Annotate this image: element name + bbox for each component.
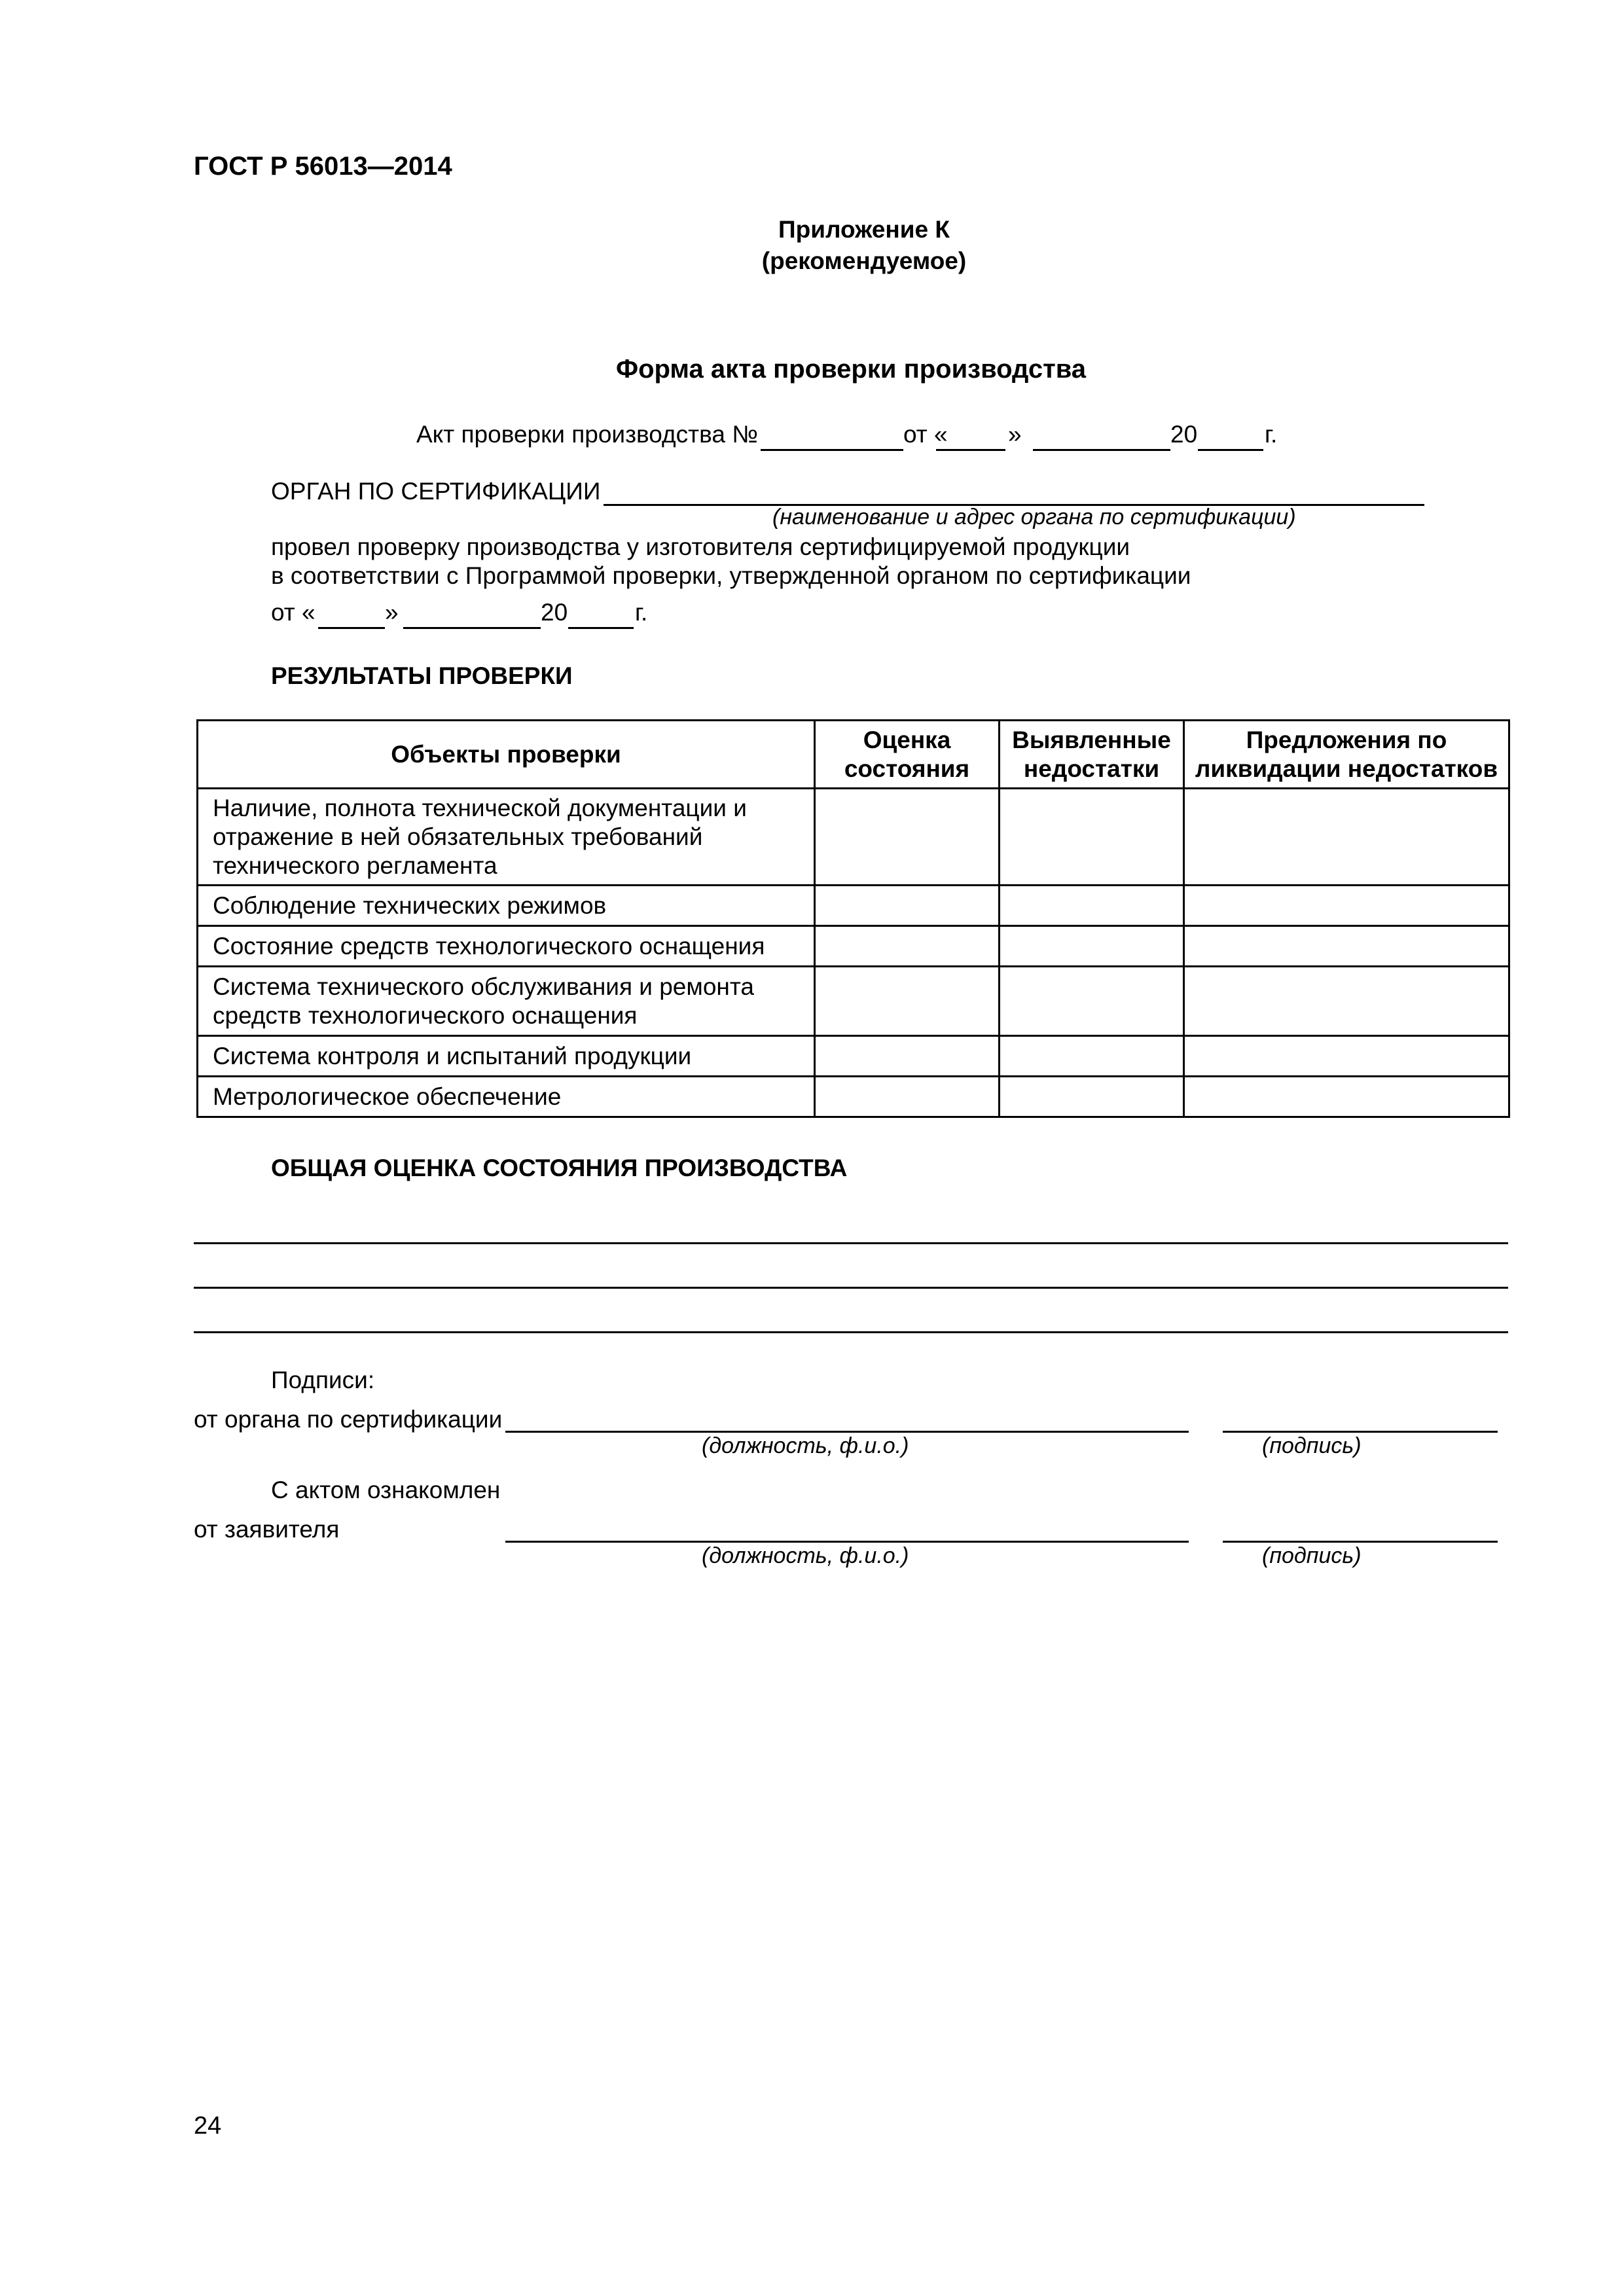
assessment-cell[interactable] [815, 1036, 1000, 1077]
applicant-position-caption: (должность, ф.и.о.) [702, 1543, 909, 1568]
overall-heading: ОБЩАЯ ОЦЕНКА СОСТОЯНИЯ ПРОИЗВОДСТВА [271, 1155, 848, 1181]
signatures-label: Подписи: [271, 1367, 375, 1393]
assessment-cell[interactable] [815, 886, 1000, 926]
act-year-prefix: 20 [1170, 421, 1198, 448]
appendix-title: Приложение К [778, 216, 950, 243]
act-month-field[interactable] [1033, 449, 1170, 451]
program-year-field[interactable] [568, 627, 634, 629]
organ-signature-field[interactable] [1223, 1431, 1498, 1433]
organ-signature-caption: (подпись) [1262, 1433, 1362, 1458]
table-row [198, 886, 1509, 926]
row-object-cell: Система технического обслуживания и ремонта средств технологического оснащения [198, 967, 815, 1036]
deficiencies-cell[interactable] [1000, 1036, 1184, 1077]
applicant-signature-caption: (подпись) [1262, 1543, 1362, 1568]
organ-caption: (наименование и адрес органа по сертификации) [772, 505, 1296, 529]
row-object-cell: Система контроля и испытаний продукции [198, 1036, 815, 1077]
organ-text-1: провел проверку производства у изготовителя сертифицируемой продукции [271, 533, 1130, 560]
proposals-cell[interactable] [1184, 967, 1509, 1036]
applicant-position-field[interactable] [505, 1541, 1189, 1543]
act-year-field[interactable] [1198, 449, 1263, 451]
document-code: ГОСТ Р 56013—2014 [194, 152, 452, 181]
page-number: 24 [194, 2112, 222, 2140]
results-heading: РЕЗУЛЬТАТЫ ПРОВЕРКИ [271, 662, 573, 689]
act-number-label: Акт проверки производства № [416, 421, 758, 448]
assessment-cell[interactable] [815, 789, 1000, 886]
column-header-objects: Объекты проверки [198, 721, 815, 789]
appendix-status: (рекомендуемое) [761, 247, 967, 274]
proposals-cell[interactable] [1184, 1077, 1509, 1117]
proposals-cell[interactable] [1184, 926, 1509, 967]
deficiencies-cell[interactable] [1000, 789, 1184, 886]
overall-line-3[interactable] [194, 1331, 1508, 1333]
applicant-signature-label: от заявителя [194, 1516, 340, 1543]
act-quote-close: » [1008, 421, 1022, 448]
row-object-cell: Наличие, полнота технической документации и отражение в ней обязательных требований технического регламента [198, 789, 815, 886]
table-row [198, 967, 1509, 1036]
overall-line-2[interactable] [194, 1287, 1508, 1289]
organ-position-field[interactable] [505, 1431, 1189, 1433]
table-row [198, 1036, 1509, 1077]
applicant-signature-field[interactable] [1223, 1541, 1498, 1543]
column-header-deficiencies: Выявленные недостатки [1000, 721, 1184, 789]
column-header-proposals: Предложения по ликвидации недостатков [1184, 721, 1509, 789]
overall-line-1[interactable] [194, 1242, 1508, 1244]
program-quote-close: » [385, 599, 399, 626]
program-month-field[interactable] [403, 627, 541, 629]
program-year-prefix: 20 [541, 599, 568, 626]
acquainted-label: С актом ознакомлен [271, 1477, 501, 1503]
deficiencies-cell[interactable] [1000, 886, 1184, 926]
results-table [196, 719, 1510, 1118]
act-date-from-label: от « [903, 421, 948, 448]
act-year-suffix: г. [1265, 421, 1278, 448]
organ-label: ОРГАН ПО СЕРТИФИКАЦИИ [271, 478, 601, 505]
row-object-cell: Соблюдение технических режимов [198, 886, 815, 926]
proposals-cell[interactable] [1184, 1036, 1509, 1077]
table-row [198, 926, 1509, 967]
organ-text-2: в соответствии с Программой проверки, утвержденной органом по сертификации [271, 562, 1191, 589]
act-day-field[interactable] [936, 449, 1005, 451]
program-day-field[interactable] [318, 627, 385, 629]
assessment-cell[interactable] [815, 926, 1000, 967]
organ-signature-label: от органа по сертификации [194, 1406, 503, 1433]
deficiencies-cell[interactable] [1000, 1077, 1184, 1117]
table-row [198, 1077, 1509, 1117]
row-object-cell: Метрологическое обеспечение [198, 1077, 815, 1117]
program-year-suffix: г. [635, 599, 648, 626]
program-date-from-label: от « [271, 599, 316, 626]
row-object-cell: Состояние средств технологического оснащения [198, 926, 815, 967]
proposals-cell[interactable] [1184, 789, 1509, 886]
form-title: Форма акта проверки производства [615, 355, 1087, 384]
assessment-cell[interactable] [815, 1077, 1000, 1117]
deficiencies-cell[interactable] [1000, 926, 1184, 967]
column-header-assessment: Оценка состояния [815, 721, 1000, 789]
table-header-row [198, 721, 1509, 789]
organ-position-caption: (должность, ф.и.о.) [702, 1433, 909, 1458]
table-row [198, 789, 1509, 886]
act-number-field[interactable] [761, 449, 903, 451]
assessment-cell[interactable] [815, 967, 1000, 1036]
proposals-cell[interactable] [1184, 886, 1509, 926]
deficiencies-cell[interactable] [1000, 967, 1184, 1036]
